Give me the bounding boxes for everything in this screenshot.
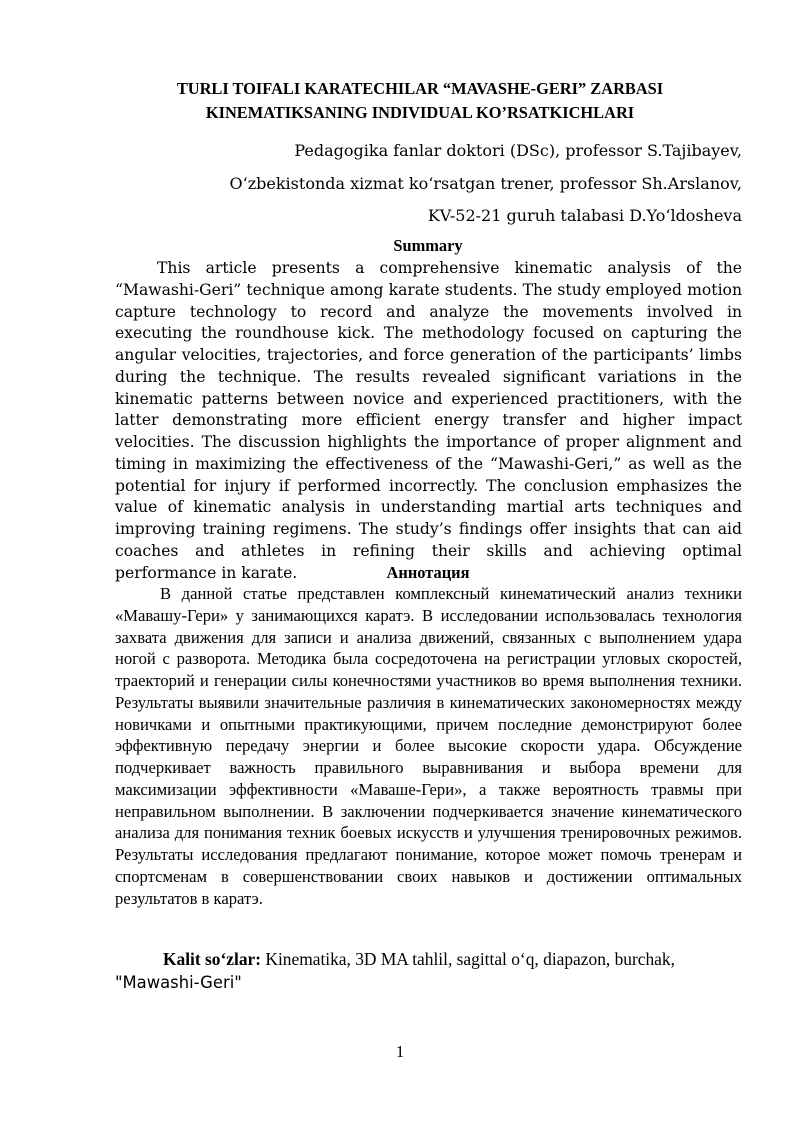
keywords-text: Kinematika, 3D MA tahlil, sagittal o‘q, diapazon, burchak,	[261, 949, 675, 969]
author-line-3: KV-52-21 guruh talabasi D.Yo‘ldosheva	[427, 206, 742, 225]
page-number: 1	[395, 1042, 405, 1061]
annotation-heading: Аннотация	[386, 563, 470, 582]
keywords-line	[115, 947, 742, 971]
summary-heading: Summary	[393, 236, 463, 255]
title-line-1: TURLI TOIFALI KARATECHILAR “MAVASHE-GERI” ZARBASI	[176, 79, 664, 98]
summary-paragraph	[115, 258, 742, 584]
article-title	[115, 77, 725, 125]
keywords-last: "Mawashi-Geri"	[115, 973, 242, 992]
summary-text: This article presents a comprehensive kinematic analysis of the “Mawashi-Geri” technique among karate students. The study employed motion capture technology to record and analyze the movements involved in executing the roundhouse kick. The methodology focused on capturing the angular velocities, trajectories, and force generation of the participants’ limbs during the technique. The results revealed significant variations in the kinematic patterns between novice and experienced practitioners, with the latter demonstrating more efficient energy transfer and higher impact velocities. The discussion highlights the importance of proper alignment and timing in maximizing the effectiveness of the “Mawashi-Geri,” as well as the potential for injury if performed incorrectly. The conclusion emphasizes the value of kinematic analysis in understanding martial arts techniques and improving training regimens. The study’s findings offer insights that can aid coaches and athletes in refining their skills and achieving optimal performance in karate.	[115, 259, 742, 582]
author-line-2: O‘zbekistonda xizmat ko‘rsatgan trener, professor Sh.Arslanov,	[229, 174, 742, 193]
annotation-text: В данной статье представлен комплексный кинематический анализ техники «Мавашу-Гери» у занимающихся каратэ. В исследовании использовалась технология захвата движения для записи и анализа движений, связанных с выполнением удара ногой с разворота. Методика была сосредоточена на регистрации угловых скоростей, траекторий и генерации силы конечностями участников во время выполнения техники. Результаты выявили значительные различия в кинематических закономерностях между новичками и опытными практикующими, причем последние демонстрируют более эффективную передачу энергии и более высокие скорости удара. Обсуждение подчеркивает важность правильного выравнивания и выбора времени для максимизации эффективности «Маваше-Гери», а также вероятность травмы при неправильном выполнении. В заключении подчеркивается значение кинематического анализа для понимания техник боевых искусств и улучшения тренировочных режимов. Результаты исследования предлагают понимание, которое может помочь тренерам и спортсменам в совершенствовании своих навыков и достижении оптимальных результатов в каратэ.	[115, 584, 742, 908]
annotation-paragraph	[115, 583, 742, 909]
title-line-2: KINEMATIKSANING INDIVIDUAL KO’RSATKICHLARI	[205, 103, 635, 122]
author-line-1: Pedagogika fanlar doktori (DSc), professor S.Tajibayev,	[294, 141, 742, 160]
keywords-label: Kalit so‘zlar:	[163, 949, 262, 969]
